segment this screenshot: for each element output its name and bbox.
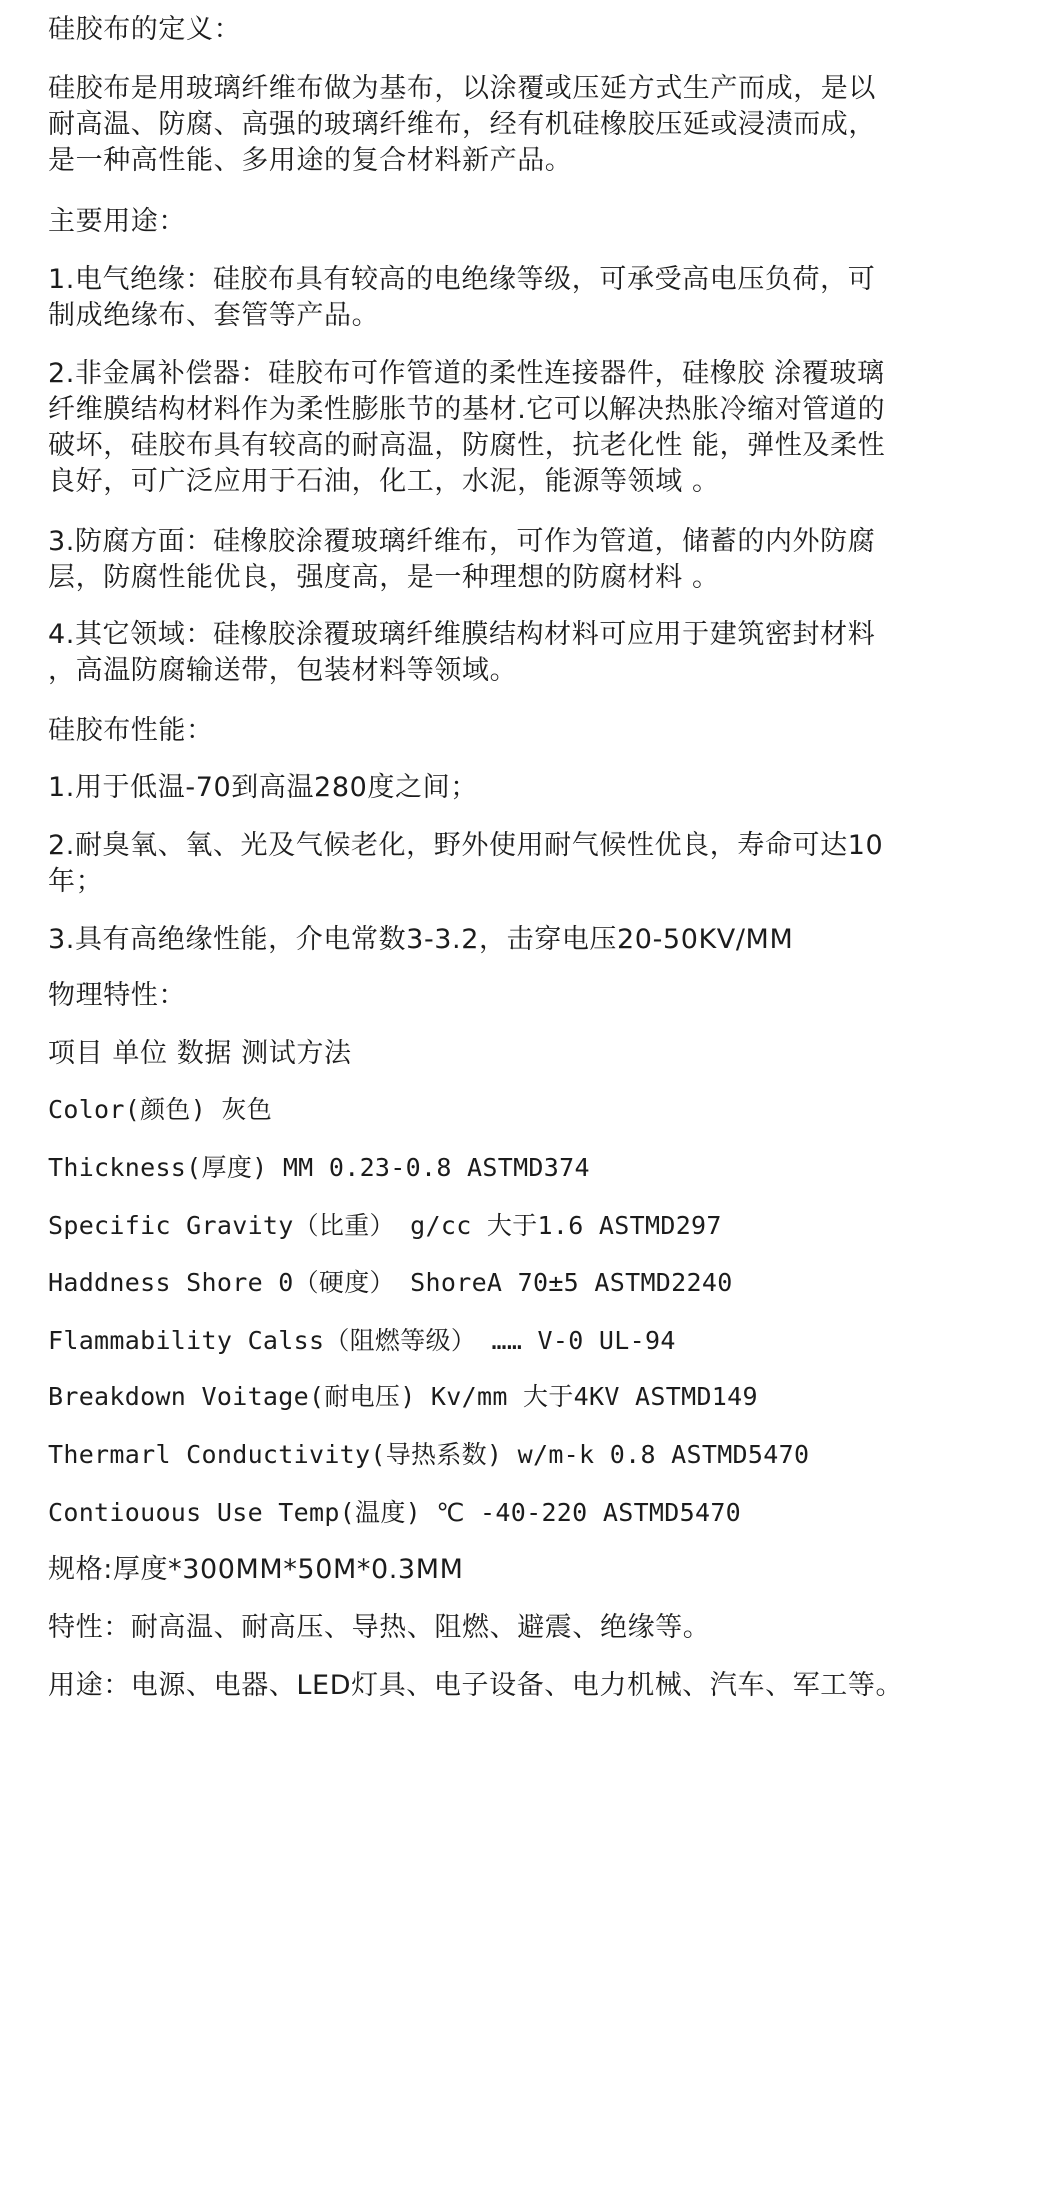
uses-item-4: 4.其它领域：硅橡胶涂覆玻璃纤维膜结构材料可应用于建筑密封材料 — [48, 619, 876, 650]
uses-item-1: 制成绝缘布、套管等产品。 — [48, 300, 380, 331]
physical-row-color: Color(颜色) 灰色 — [48, 1095, 273, 1124]
definition-line: 硅胶布是用玻璃纤维布做为基布，以涂覆或压延方式生产而成，是以 — [48, 73, 876, 104]
uses-item-2: 良好，可广泛应用于石油，化工，水泥，能源等领域 。 — [48, 466, 720, 497]
performance-item-2: 2.耐臭氧、氧、光及气候老化，野外使用耐气候性优良，寿命可达10 — [48, 830, 884, 861]
physical-row-specific-gravity: Specific Gravity（比重） g/cc 大于1.6 ASTMD297 — [48, 1211, 722, 1240]
physical-row-thickness: Thickness(厚度) MM 0.23-0.8 ASTMD374 — [48, 1153, 590, 1182]
physical-row-hardness: Haddness Shore 0（硬度） ShoreA 70±5 ASTMD2240 — [48, 1268, 733, 1297]
uses-item-3: 层，防腐性能优良，强度高，是一种理想的防腐材料 。 — [48, 562, 720, 593]
applications-line: 用途：电源、电器、LED灯具、电子设备、电力机械、汽车、军工等。 — [48, 1670, 904, 1701]
physical-row-breakdown-voltage: Breakdown Voitage(耐电压) Kv/mm 大于4KV ASTMD149 — [48, 1382, 758, 1411]
definition-heading: 硅胶布的定义： — [48, 14, 242, 45]
physical-row-flammability: Flammability Calss（阻燃等级） …… V-0 UL-94 — [48, 1326, 676, 1355]
uses-heading: 主要用途： — [48, 206, 186, 237]
uses-item-3: 3.防腐方面：硅橡胶涂覆玻璃纤维布，可作为管道，储蓄的内外防腐 — [48, 526, 876, 557]
features-line: 特性：耐高温、耐高压、导热、阻燃、避震、绝缘等。 — [48, 1612, 711, 1643]
definition-line: 是一种高性能、多用途的复合材料新产品。 — [48, 145, 573, 176]
performance-item-2: 年； — [48, 866, 104, 897]
performance-heading: 硅胶布性能： — [48, 715, 214, 746]
uses-item-2: 破坏，硅胶布具有较高的耐高温，防腐性，抗老化性 能，弹性及柔性 — [48, 430, 886, 461]
physical-heading: 物理特性： — [48, 980, 186, 1011]
definition-line: 耐高温、防腐、高强的玻璃纤维布，经有机硅橡胶压延或浸渍而成， — [48, 109, 876, 140]
spec-line: 规格:厚度*300MM*50M*0.3MM — [48, 1554, 464, 1585]
uses-item-1: 1.电气绝缘：硅胶布具有较高的电绝缘等级，可承受高电压负荷，可 — [48, 264, 876, 295]
performance-item-1: 1.用于低温-70到高温280度之间； — [48, 772, 478, 803]
physical-row-use-temp: Contiouous Use Temp(温度) ℃ -40-220 ASTMD5470 — [48, 1498, 742, 1527]
performance-item-3: 3.具有高绝缘性能，介电常数3-3.2，击穿电压20-50KV/MM — [48, 924, 794, 955]
uses-item-4: ，高温防腐输送带，包装材料等领域。 — [48, 655, 518, 686]
uses-item-2: 纤维膜结构材料作为柔性膨胀节的基材.它可以解决热胀冷缩对管道的 — [48, 394, 886, 425]
physical-table-header: 项目 单位 数据 测试方法 — [48, 1038, 352, 1069]
uses-item-2: 2.非金属补偿器：硅胶布可作管道的柔性连接器件，硅橡胶 涂覆玻璃 — [48, 358, 885, 389]
physical-row-thermal-conductivity: Thermarl Conductivity(导热系数) w/m-k 0.8 ASTMD5470 — [48, 1440, 810, 1469]
